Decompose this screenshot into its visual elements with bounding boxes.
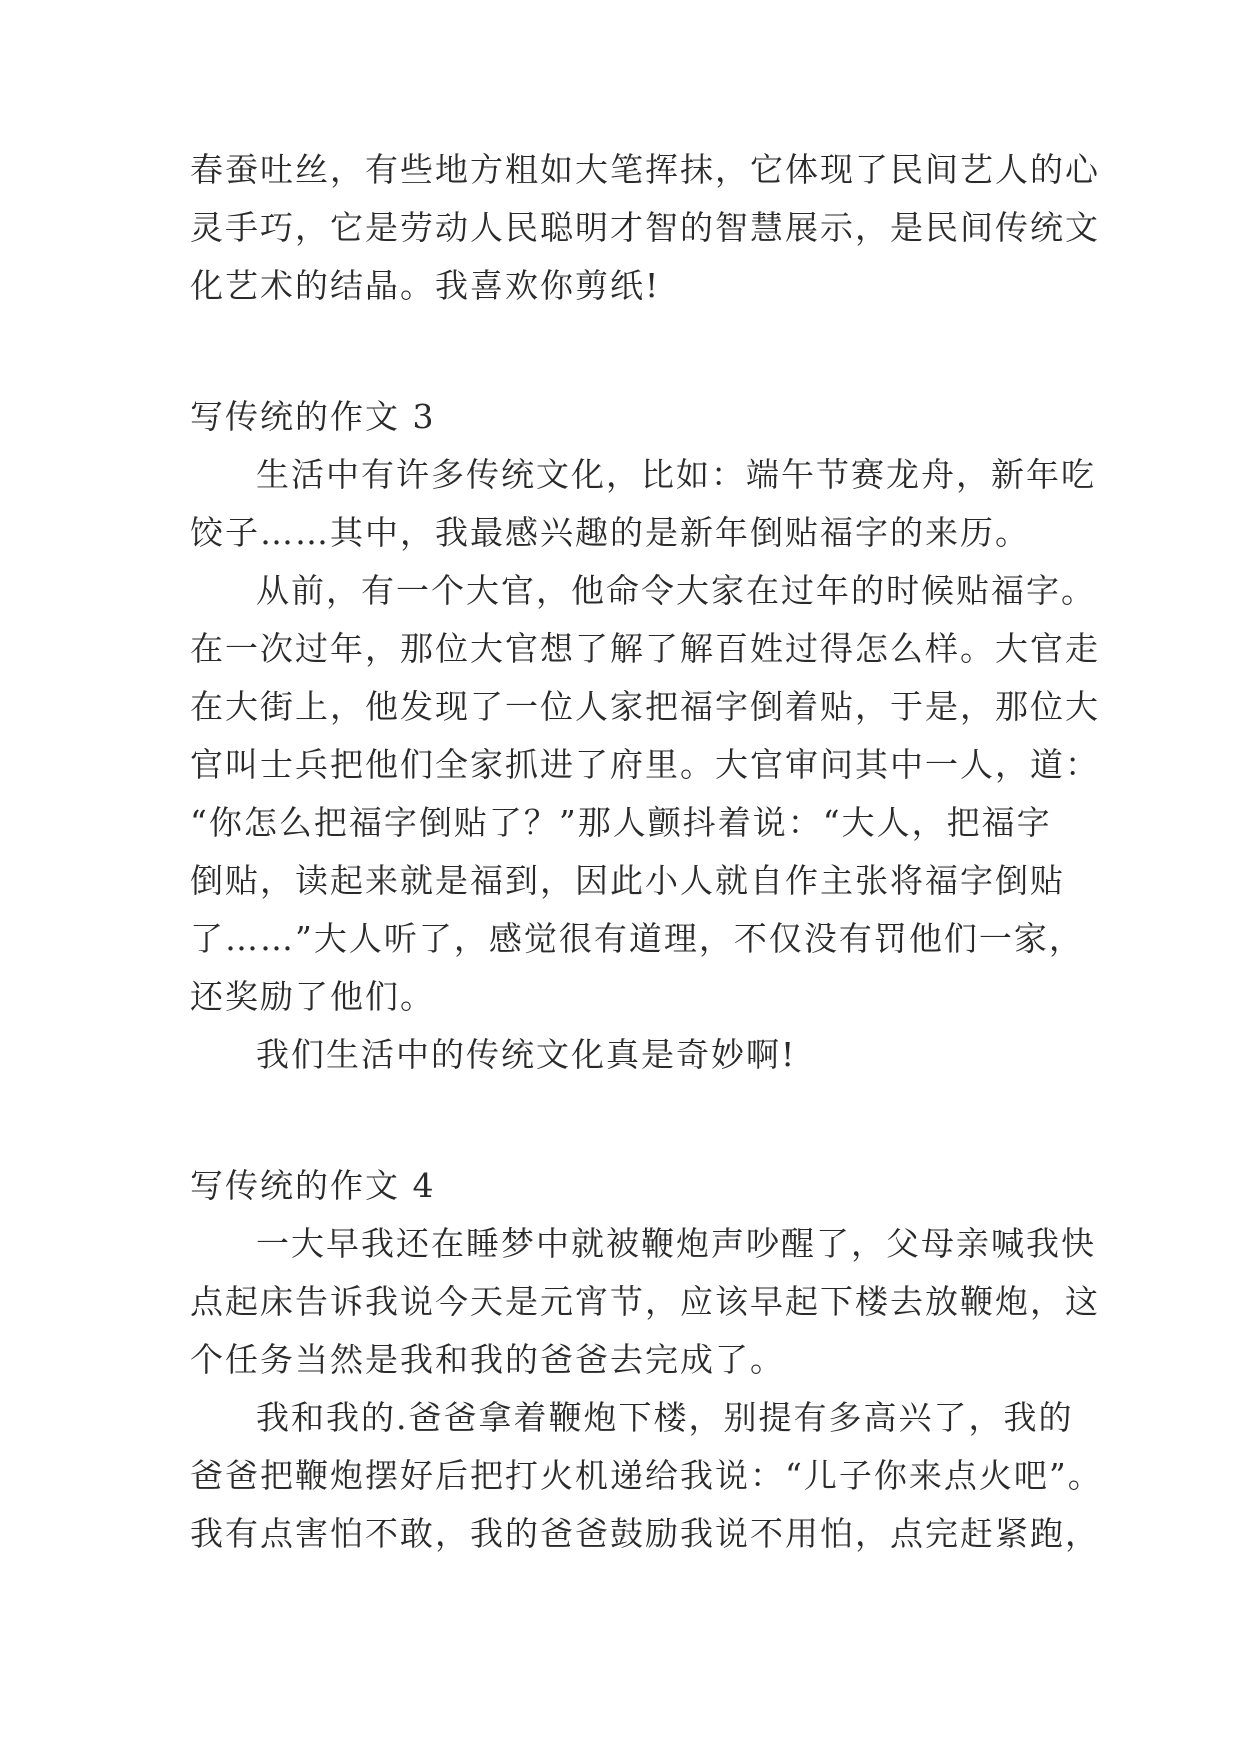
essay3-paragraph-2-line-4: 官叫士兵把他们全家抓进了府里。大官审问其中一人，道： [190, 745, 1100, 784]
essay4-paragraph-1-line-3: 个任务当然是我和我的爸爸去完成了。 [190, 1340, 785, 1379]
section-heading-3: 写传统的作文 3 [190, 397, 436, 436]
essay3-paragraph-2-line-6: 倒贴，读起来就是福到，因此小人就自作主张将福字倒贴 [190, 861, 1065, 900]
essay3-paragraph-3-line-1: 我们生活中的传统文化真是奇妙啊! [256, 1035, 797, 1074]
essay3-paragraph-2-line-7: 了……”大人听了，感觉很有道理，不仅没有罚他们一家， [190, 919, 1084, 958]
essay2-line-3: 化艺术的结晶。我喜欢你剪纸! [190, 266, 661, 305]
essay4-paragraph-2-line-1: 我和我的.爸爸拿着鞭炮下楼，别提有多高兴了，我的 [256, 1398, 1074, 1437]
essay3-paragraph-2-line-5: “你怎么把福字倒贴了？”那人颤抖着说：“大人，把福字 [190, 803, 1052, 842]
essay3-paragraph-2-line-2: 在一次过年，那位大官想了解了解百姓过得怎么样。大官走 [190, 629, 1100, 668]
essay4-paragraph-1-line-2: 点起床告诉我说今天是元宵节，应该早起下楼去放鞭炮，这 [190, 1282, 1100, 1321]
essay4-paragraph-1-line-1: 一大早我还在睡梦中就被鞭炮声吵醒了，父母亲喊我快 [256, 1224, 1096, 1263]
essay2-line-2: 灵手巧，它是劳动人民聪明才智的智慧展示，是民间传统文 [190, 208, 1100, 247]
essay3-paragraph-2-line-8: 还奖励了他们。 [190, 977, 435, 1016]
essay4-paragraph-2-line-3: 我有点害怕不敢，我的爸爸鼓励我说不用怕，点完赶紧跑， [190, 1514, 1100, 1553]
section-heading-4: 写传统的作文 4 [190, 1166, 436, 1205]
essay3-paragraph-1-line-2: 饺子……其中，我最感兴趣的是新年倒贴福字的来历。 [190, 513, 1030, 552]
essay2-line-1: 春蚕吐丝，有些地方粗如大笔挥抹，它体现了民间艺人的心 [190, 150, 1100, 189]
essay4-paragraph-2-line-2: 爸爸把鞭炮摆好后把打火机递给我说：“儿子你来点火吧”。 [190, 1456, 1103, 1495]
essay3-paragraph-2-line-1: 从前，有一个大官，他命令大家在过年的时候贴福字。 [256, 571, 1096, 610]
essay3-paragraph-1-line-1: 生活中有许多传统文化，比如：端午节赛龙舟，新年吃 [256, 455, 1096, 494]
essay3-paragraph-2-line-3: 在大街上，他发现了一位人家把福字倒着贴，于是，那位大 [190, 687, 1100, 726]
